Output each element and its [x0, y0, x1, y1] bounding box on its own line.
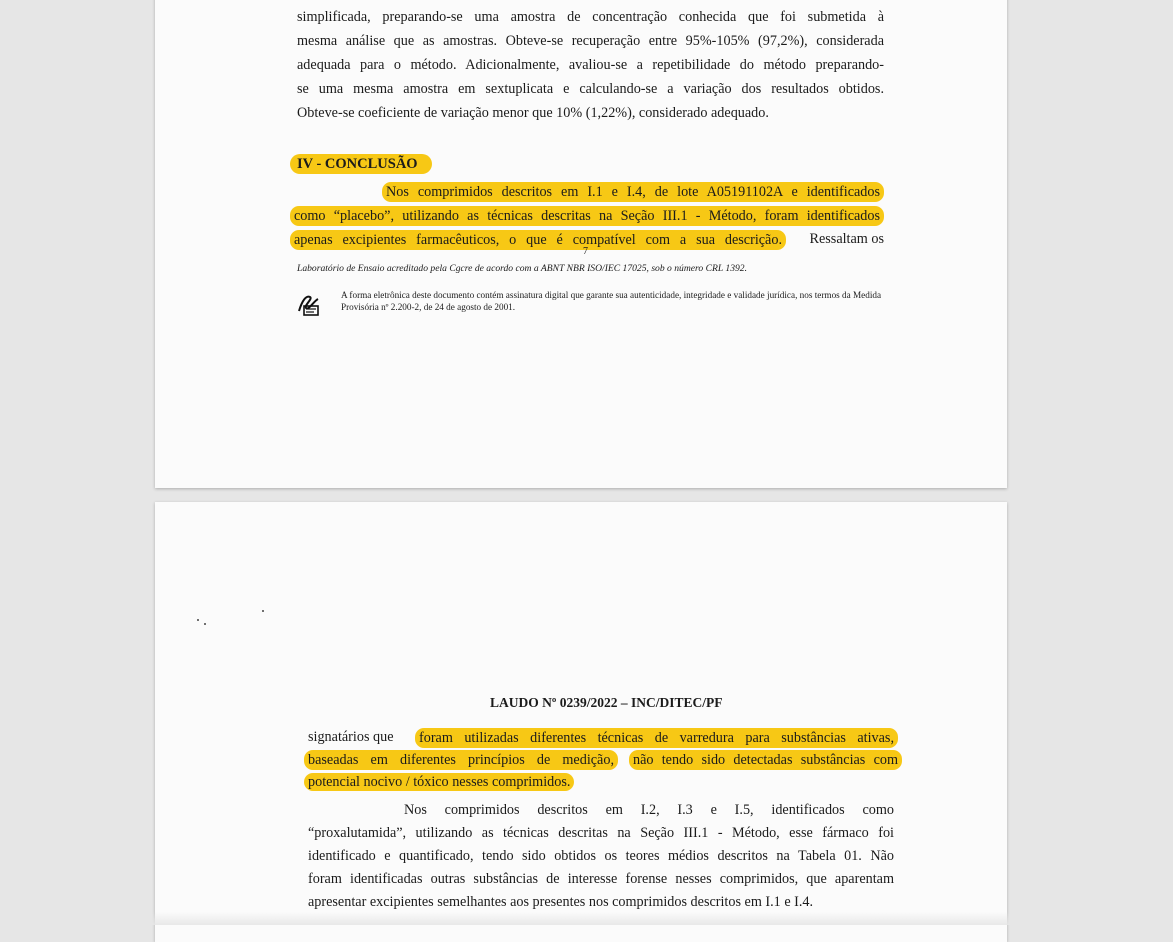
text-line: foram identificadas outras substâncias de interesse forense nesses comprimidos, que aparentam	[308, 871, 894, 887]
document-page-2	[155, 502, 1007, 942]
text-line	[308, 728, 898, 748]
text-line: adequada para o método. Adicionalmente, avaliou-se a repetibilidade do método preparando-	[297, 57, 884, 73]
text-line: “proxalutamida”, utilizando as técnicas descritas na Seção III.1 - Método, esse fármaco foi	[308, 825, 894, 841]
text-fragment: signatários que	[308, 729, 394, 745]
scan-speck	[197, 619, 199, 621]
highlighted-text: não tendo sido detectadas substâncias com	[629, 750, 902, 770]
text-line: simplificada, preparando-se uma amostra de concentração conhecida que foi submetida à	[297, 9, 884, 25]
text-line: Obteve-se coeficiente de variação menor que 10% (1,22%), considerado adequado.	[297, 105, 769, 121]
highlighted-text: potencial nocivo / tóxico nesses comprimidos.	[304, 773, 574, 791]
digital-signature-note: A forma eletrônica deste documento contém assinatura digital que garante sua autenticidade, integridade e validade jurídica, nos termos da Medida Provisória nº 2.200-2, de 24 de agosto de 2001.	[341, 290, 882, 312]
conclusion-line-1	[382, 182, 884, 202]
highlighted-text: Nos comprimidos descritos em I.1 e I.4, de lote A05191102A e identificados	[382, 182, 884, 202]
section-heading-conclusao: IV - CONCLUSÃO	[290, 154, 432, 174]
report-header: LAUDO Nº 0239/2022 – INC/DITEC/PF	[490, 695, 723, 710]
text-line: Nos comprimidos descritos em I.2, I.3 e I.5, identificados como	[404, 802, 894, 818]
text-line: identificado e quantificado, tendo sido obtidos os teores médios descritos na Tabela 01. Não	[308, 848, 894, 864]
viewer-bottom-fade	[0, 912, 1173, 925]
scan-speck	[204, 623, 206, 625]
highlighted-text: apenas excipientes farmacêuticos, o que é compatível com a sua descrição.	[290, 230, 786, 250]
highlighted-text: baseadas em diferentes princípios de medição,	[304, 750, 618, 770]
page-number: 7	[583, 246, 588, 257]
conclusion-line-2	[290, 206, 884, 226]
text-fragment: Ressaltam os	[809, 231, 884, 247]
text-line	[304, 773, 574, 791]
highlighted-text: como “placebo”, utilizando as técnicas descritas na Seção III.1 - Método, foram identificados	[290, 206, 884, 226]
document-page-1	[155, 0, 1007, 488]
text-line: apresentar excipientes semelhantes aos presentes nos comprimidos descritos em I.1 e I.4.	[308, 894, 814, 910]
accreditation-footnote: Laboratório de Ensaio acreditado pela Cgcre de acordo com a ABNT NBR ISO/IEC 17025, sob o número CRL 1392.	[297, 263, 748, 274]
text-line: mesma análise que as amostras. Obteve-se recuperação entre 95%-105% (97,2%), considerada	[297, 33, 884, 49]
scan-speck	[262, 610, 264, 612]
digital-signature-icon	[296, 291, 322, 317]
highlighted-text: foram utilizadas diferentes técnicas de varredura para substâncias ativas,	[415, 728, 898, 748]
text-line: se uma mesma amostra em sextuplicata e calculando-se a variação dos resultados obtidos.	[297, 81, 884, 97]
text-line	[304, 750, 902, 770]
